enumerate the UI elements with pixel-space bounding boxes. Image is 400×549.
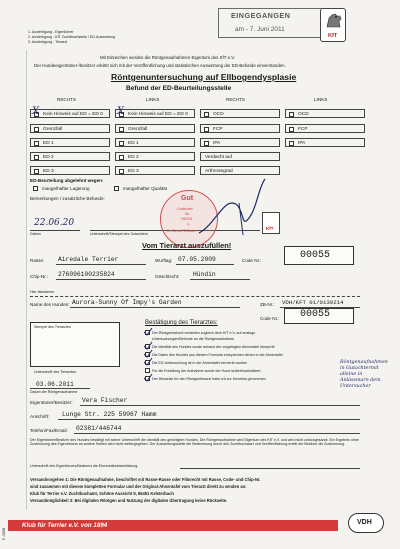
checkbox[interactable] xyxy=(204,127,209,132)
chip-value[interactable]: 276096100235824 xyxy=(58,271,115,278)
name-value[interactable]: Aurora-Sunny Of Impy's Garden xyxy=(72,299,182,306)
intro-line-1: Mit Einreichen werden die Röntgenaufnahmen Eigentum des KfT e.V. xyxy=(100,55,235,60)
confirmation-title: Bestätigung des Tierarztes: xyxy=(145,320,218,326)
stamp-text-3: für xyxy=(185,212,190,216)
qualitaet-label: mangelhafter Qualität xyxy=(123,186,167,191)
kft-mid-logo xyxy=(262,212,280,234)
xray-date-label: Datum der Röntgenaufnahme xyxy=(30,390,78,394)
header-links-1: LINKS xyxy=(146,97,160,102)
owner-signature-label: Unterschrift des Eigentümers/Besitzers als Einverständniserklärung: xyxy=(30,464,139,468)
verdacht-field: Verdacht auf xyxy=(200,152,280,161)
checkbox[interactable] xyxy=(119,155,124,160)
hier-tatowieren: Hier tätowieren xyxy=(30,290,55,294)
rasse-label: Rasse: xyxy=(30,258,45,263)
stamp-text-5: u. xyxy=(187,222,190,226)
ed-left-row-0: Kein Hinweis auf ED = ED 0 xyxy=(115,109,195,118)
kft-logo-text: KfT xyxy=(328,33,338,39)
vet-signature-label: Unterschrift des Tierarztes xyxy=(34,370,76,374)
copy-distribution-line-1: 1. Ausfertigung - Eigentümer xyxy=(28,30,74,34)
checkbox[interactable] xyxy=(289,112,294,117)
vet-stamp-label: Stempel des Tierarztes xyxy=(34,325,71,329)
received-stamp-date: am - 7. Juni 2011 xyxy=(235,26,285,33)
zb-nr-label: ZB-Nr.: xyxy=(260,302,275,307)
vdh-logo-text: VDH xyxy=(357,519,372,526)
confirm-item-1: Der Röntgenbefund vorstellen zugleich dem KfT e.V. auf analoge xyxy=(152,331,256,335)
checkbox[interactable] xyxy=(34,155,39,160)
side-form-code: F.-05/98 xyxy=(2,527,6,540)
ocd-left: OCD xyxy=(285,109,365,118)
datum-label: Datum xyxy=(30,232,41,236)
checkbox-lagerung[interactable] xyxy=(33,186,38,191)
check-mark-right-ed0: X xyxy=(32,106,40,117)
code-nr2-value[interactable]: 00055 xyxy=(300,309,331,320)
stamp-text-6: Dr. Bernd Tellhelm xyxy=(167,229,197,233)
checkbox[interactable] xyxy=(119,169,124,174)
owner-value[interactable]: Vera Fischer xyxy=(82,397,128,404)
confirmation-checkmarks xyxy=(143,328,153,384)
header-rechts-2: RECHTS xyxy=(226,97,245,102)
stamp-text-4: HD/ED xyxy=(181,217,193,221)
geschlecht-label: Geschlecht: xyxy=(155,274,180,279)
phone-label: Telefon/Fax/Email: xyxy=(30,428,68,433)
intro-line-2: Der Hundeeigentümer-/besitzer erklärt sich mit der Veröffentlichung und statistischen Auswertung der ED-Befunde einverstanden. xyxy=(34,63,286,68)
ed-left-row-4: ED 3 xyxy=(115,166,195,175)
checkbox[interactable] xyxy=(119,127,124,132)
margin-handwritten-note: Röntgenaufnahmen in Gutachtermit alleine in Anlässmarn dem Untersucher xyxy=(340,360,388,389)
confirm-item-1b: Untersuchungen/Befunde an die Röntgenaufnahme xyxy=(152,337,235,341)
received-stamp xyxy=(218,8,322,38)
checkbox[interactable] xyxy=(289,127,294,132)
form-title: Röntgenuntersuchung auf Ellbogendysplasie xyxy=(111,72,297,82)
confirm-item-6: Der Hinweise für den Röntgentierarzt habe ich zur Kenntnis genommen xyxy=(152,377,266,381)
wurftag-label: Wurftag: xyxy=(155,258,173,263)
checkbox-qualitaet[interactable] xyxy=(114,186,119,191)
code-nr2-label: Code Nr.: xyxy=(260,316,280,321)
copy-distribution-line-3: 3. Ausfertigung - Tierarzt xyxy=(28,40,68,44)
versand-line-4: Versandmöglichkeit 3: Bei digitalen Röntgen und Nutzung der digitalen Übertragung keine Rückseite. xyxy=(30,498,228,503)
wurftag-value[interactable]: 07.05.2009 xyxy=(178,256,216,263)
fcp-right: FCP xyxy=(200,124,280,133)
ocd-right: OCD xyxy=(200,109,280,118)
xray-date-value[interactable]: 03.06.2011 xyxy=(36,381,74,388)
vdh-logo xyxy=(348,513,384,533)
zb-nr-value[interactable]: VDH/KFT 01/0139214 xyxy=(282,299,344,306)
ipa-left: IPA xyxy=(285,138,365,147)
lagerung-label: mangelhafter Lagerung xyxy=(42,186,90,191)
name-label: Name des Hundes: xyxy=(30,302,70,307)
confirm-item-2: Die Identität des Hundes wurde anhand der vorgelegten Ahnentafel überprüft xyxy=(152,345,275,349)
checkbox[interactable] xyxy=(119,141,124,146)
ed-right-row-1: Grenzfall xyxy=(30,124,110,133)
ed-left-row-2: ED 1 xyxy=(115,138,195,147)
address-value[interactable]: Lunge Str. 225 59067 Hamm xyxy=(62,411,157,418)
ed-left-row-3: ED 2 xyxy=(115,152,195,161)
kft-mid-text: KfT xyxy=(266,226,274,231)
assessment-date: 22.06.20 xyxy=(34,218,75,228)
check-mark-left-ed0: X xyxy=(117,106,125,117)
confirm-item-4: Die ED-Untersuchung ist in der Ahnentafel vermerkt worden xyxy=(152,361,248,365)
address-label: Anschrift: xyxy=(30,414,50,419)
arthrose-field: Arthrosegrad xyxy=(200,166,280,175)
rasse-value[interactable]: Airedale Terrier xyxy=(58,256,119,263)
stamp-text-1: Gut xyxy=(181,195,194,202)
header-links-2: LINKS xyxy=(314,97,328,102)
header-rechts-1: RECHTS xyxy=(57,97,76,102)
ed-right-row-2: ED 1 xyxy=(30,138,110,147)
chip-label: Chip-Nr.: xyxy=(30,274,49,279)
phone-value[interactable]: 02381/446744 xyxy=(76,425,122,432)
checkbox[interactable] xyxy=(204,112,209,117)
geschlecht-value[interactable]: Hündin xyxy=(193,271,216,278)
versand-line-1: Versandvorgehen 1: Die Röntgenaufnahme, beschriftet mit Rasse-Rasse oder Filmrecht mit Rasse, Code- und Chip-Nr. xyxy=(30,477,261,482)
checkbox[interactable] xyxy=(34,169,39,174)
form-subtitle: Befund der ED-Beurteilungsstelle xyxy=(126,85,232,92)
confirm-item-5: Für die Erstellung der Aufnahme wurde der Hund sediert/narkotisiert xyxy=(152,369,261,373)
confirm-item-3: Die Daten des Hundes aus diesem Formular entsprechen denen in der Ahnentafel xyxy=(152,353,283,357)
checkbox[interactable] xyxy=(34,127,39,132)
stamp-text-2: Gutachter xyxy=(177,207,193,211)
ipa-right: IPA xyxy=(200,138,280,147)
remarks-label: Bemerkungen / zusätzliche Befunde: xyxy=(30,196,105,201)
owner-label: Eigentümer/Besitzer: xyxy=(30,400,73,405)
code-nr-label: Code Nr.: xyxy=(242,258,262,263)
ed-right-row-0: Kein Hinweis auf ED = ED 0 xyxy=(30,109,110,118)
copy-distribution-line-2: 2. Ausfertigung - KfT Zuchtbuchstelle / ED-Auswertung xyxy=(28,35,116,39)
versand-line-3: Klub für Terrier e.V. Zuchtbuchamt, Schöne Aussicht 9, 65451 Kelsterbach xyxy=(30,491,174,496)
footer-text: Klub für Terrier e.V. von 1894 xyxy=(22,521,108,529)
received-stamp-text: EINGEGANGEN xyxy=(231,11,291,20)
checkbox[interactable] xyxy=(34,141,39,146)
terrier-icon xyxy=(321,9,347,33)
legal-text: Der Eigentümer/Besitzer des Hundes bestätigt mit seiner Unterschrift die Identität des geröntgten Hundes. Die Röntgenaufnahme wird Eigentum des KfT e.V. und wird nicht zurückgesandt. Ein Ergebnis ohne Zustimmung des Eigentümers an andere Stellen wird nicht weitergegeben. Der Auswertungsstelle die Bestimmung durch den Zuchtbuchwart und Veröffentlichung erteilt der Besitzer die Zustimmung. xyxy=(30,438,359,447)
fcp-left: FCP xyxy=(285,124,365,133)
checkbox[interactable] xyxy=(289,141,294,146)
ed-right-row-4: ED 3 xyxy=(30,166,110,175)
ed-rejected-label: ED-Beurteilung abgelehnt wegen: xyxy=(30,178,104,183)
vet-heading: Vom Tierarzt auszufüllen! xyxy=(142,241,232,250)
ed-right-row-3: ED 2 xyxy=(30,152,110,161)
checkbox[interactable] xyxy=(204,141,209,146)
footer-band xyxy=(8,520,338,531)
gutachter-sig-label: Unterschrift/Stempel des Gutachters xyxy=(90,232,148,236)
kft-logo xyxy=(320,8,346,42)
versand-line-2: sind zusammen mit diesem kompletten Formular und der Original-Ahnentafel vom Tierarzt direkt zu senden an: xyxy=(30,484,247,489)
ed-left-row-1: Grenzfall xyxy=(115,124,195,133)
code-nr-value[interactable]: 00055 xyxy=(300,250,331,261)
